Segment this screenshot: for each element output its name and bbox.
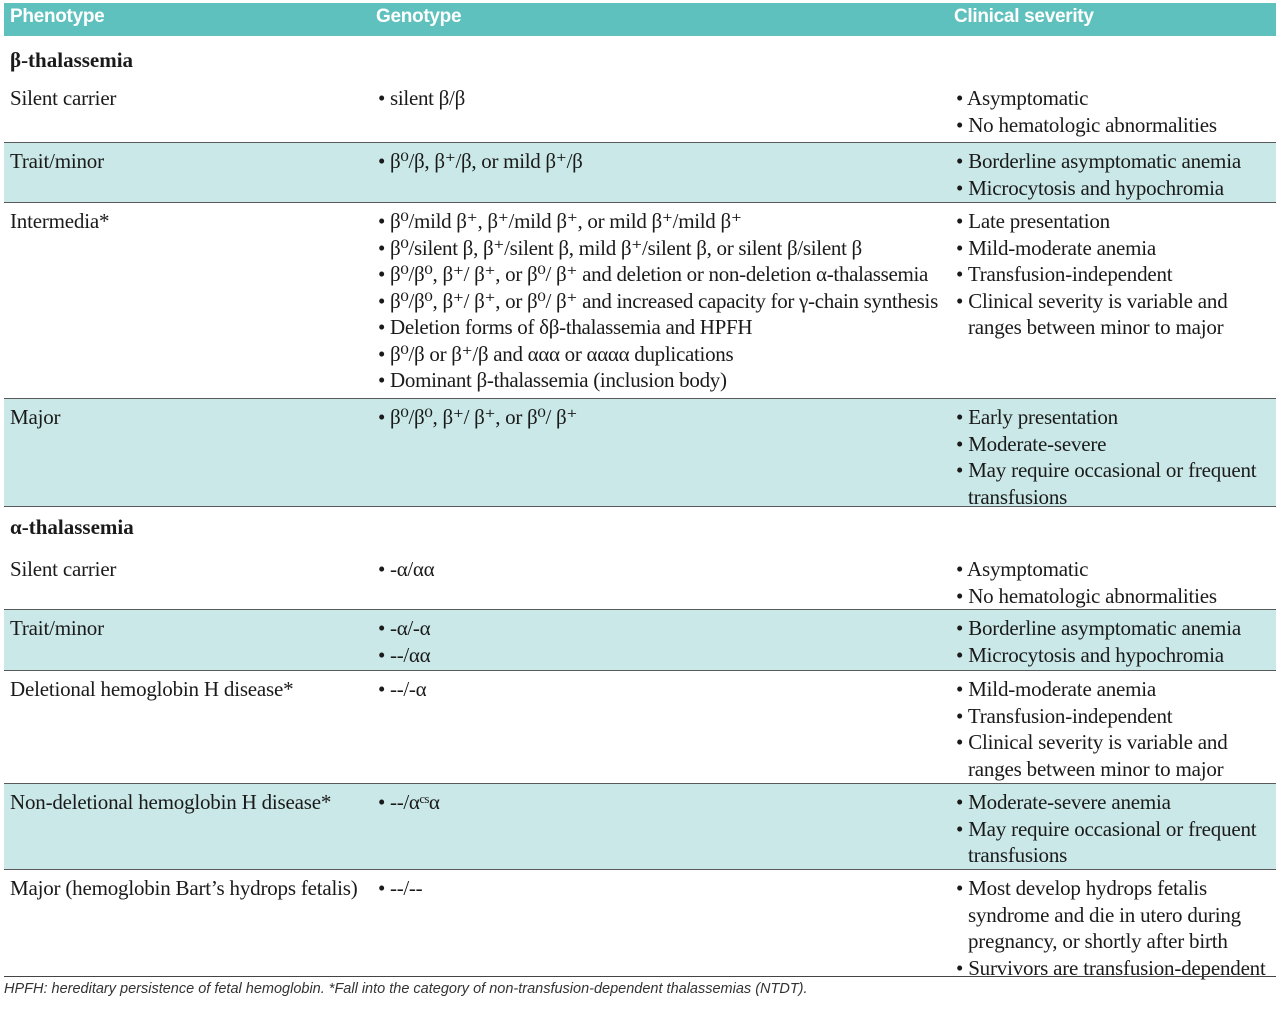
severity-line: ranges between minor to major (968, 756, 1224, 781)
severity-line: • Moderate-severe anemia (956, 790, 1171, 814)
severity-line: • Borderline asymptomatic anemia (956, 616, 1241, 640)
genotype-line: • silent β/β (378, 86, 465, 110)
severity-line: transfusions (968, 843, 1068, 867)
severity-line: transfusions (968, 484, 1068, 509)
severity-line: • Early presentation (956, 405, 1118, 429)
severity-line: • Mild-moderate anemia (956, 677, 1157, 701)
severity-line: • Transfusion-independent (956, 262, 1173, 286)
phenotype-cell: Non-deletional hemoglobin H disease* (10, 790, 332, 814)
genotype-line: • --/-- (378, 876, 423, 900)
severity-line: • Survivors are transfusion-dependent (956, 955, 1266, 980)
table-row (4, 203, 1276, 399)
thalassemia-table (4, 3, 1276, 982)
genotype-line: • β⁰/β⁰, β⁺/ β⁺, or β⁰/ β⁺ and deletion or non-deletion α-thalassemia (378, 262, 929, 286)
table-row (4, 551, 1276, 610)
genotype-line: • β⁰/β, β⁺/β, or mild β⁺/β (378, 149, 583, 173)
phenotype-cell: Deletional hemoglobin H disease* (10, 677, 294, 701)
table-row (4, 671, 1276, 784)
header-clinical-severity: Clinical severity (954, 6, 1094, 27)
genotype-line: • --/αα (378, 642, 431, 667)
genotype-line: • --/αᶜˢα (378, 790, 440, 814)
genotype-line: • Deletion forms of δβ-thalassemia and HPFH (378, 315, 753, 339)
severity-line: • Late presentation (956, 209, 1110, 233)
table-row (4, 870, 1276, 982)
table-row (4, 80, 1276, 143)
severity-line: • Moderate-severe (956, 431, 1107, 456)
genotype-line: • β⁰/β or β⁺/β and ααα or αααα duplications (378, 341, 734, 366)
phenotype-cell: Major (10, 405, 61, 429)
genotype-line: • β⁰/β⁰, β⁺/ β⁺, or β⁰/ β⁺ (378, 405, 578, 429)
genotype-line: • Dominant β-thalassemia (inclusion body) (378, 368, 727, 392)
severity-line: syndrome and die in utero during (968, 902, 1241, 927)
severity-line: • Asymptomatic (956, 557, 1089, 581)
severity-line: • No hematologic abnormalities (956, 583, 1217, 608)
severity-line: • No hematologic abnormalities (956, 112, 1217, 137)
section-title-beta: β-thalassemia (10, 48, 134, 72)
severity-line: • Clinical severity is variable and (956, 288, 1228, 313)
genotype-line: • β⁰/β⁰, β⁺/ β⁺, or β⁰/ β⁺ and increased capacity for γ-chain synthesis (378, 288, 938, 313)
phenotype-cell: Trait/minor (10, 149, 104, 173)
table-footnote: HPFH: hereditary persistence of fetal hemoglobin. *Fall into the category of non-transfusion-dependent thalassemias (NTDT). (4, 976, 1276, 997)
header-genotype: Genotype (376, 6, 462, 27)
severity-line: • Microcytosis and hypochromia (956, 642, 1224, 667)
header-phenotype: Phenotype (10, 6, 105, 27)
phenotype-cell: Silent carrier (10, 86, 117, 110)
table-row (4, 143, 1276, 203)
severity-line: • May require occasional or frequent (956, 458, 1257, 482)
severity-line: • May require occasional or frequent (956, 816, 1257, 841)
genotype-line: • β⁰/mild β⁺, β⁺/mild β⁺, or mild β⁺/mild β⁺ (378, 209, 742, 233)
severity-line: • Asymptomatic (956, 86, 1089, 110)
table-row (4, 784, 1276, 870)
section-beta (4, 36, 1276, 80)
severity-line: • Clinical severity is variable and (956, 730, 1228, 754)
phenotype-cell: Silent carrier (10, 557, 117, 581)
table-row (4, 610, 1276, 671)
genotype-line: • -α/αα (378, 557, 435, 581)
severity-line: • Borderline asymptomatic anemia (956, 149, 1241, 173)
genotype-line: • β⁰/silent β, β⁺/silent β, mild β⁺/silent β, or silent β/silent β (378, 235, 862, 260)
genotype-line: • -α/-α (378, 616, 431, 640)
section-title-alpha: α-thalassemia (10, 515, 134, 539)
severity-line: pregnancy, or shortly after birth (968, 929, 1228, 953)
severity-line: • Most develop hydrops fetalis (956, 876, 1207, 900)
severity-line: • Transfusion-independent (956, 703, 1173, 728)
severity-line: • Mild-moderate anemia (956, 235, 1157, 260)
phenotype-cell: Trait/minor (10, 616, 104, 640)
table-row (4, 399, 1276, 507)
severity-line: ranges between minor to major (968, 315, 1224, 339)
table-header (4, 3, 1276, 36)
genotype-line: • --/-α (378, 677, 427, 701)
section-alpha (4, 507, 1276, 551)
severity-line: • Microcytosis and hypochromia (956, 175, 1224, 200)
phenotype-cell: Major (hemoglobin Bart’s hydrops fetalis) (10, 876, 358, 900)
phenotype-cell: Intermedia* (10, 209, 110, 233)
